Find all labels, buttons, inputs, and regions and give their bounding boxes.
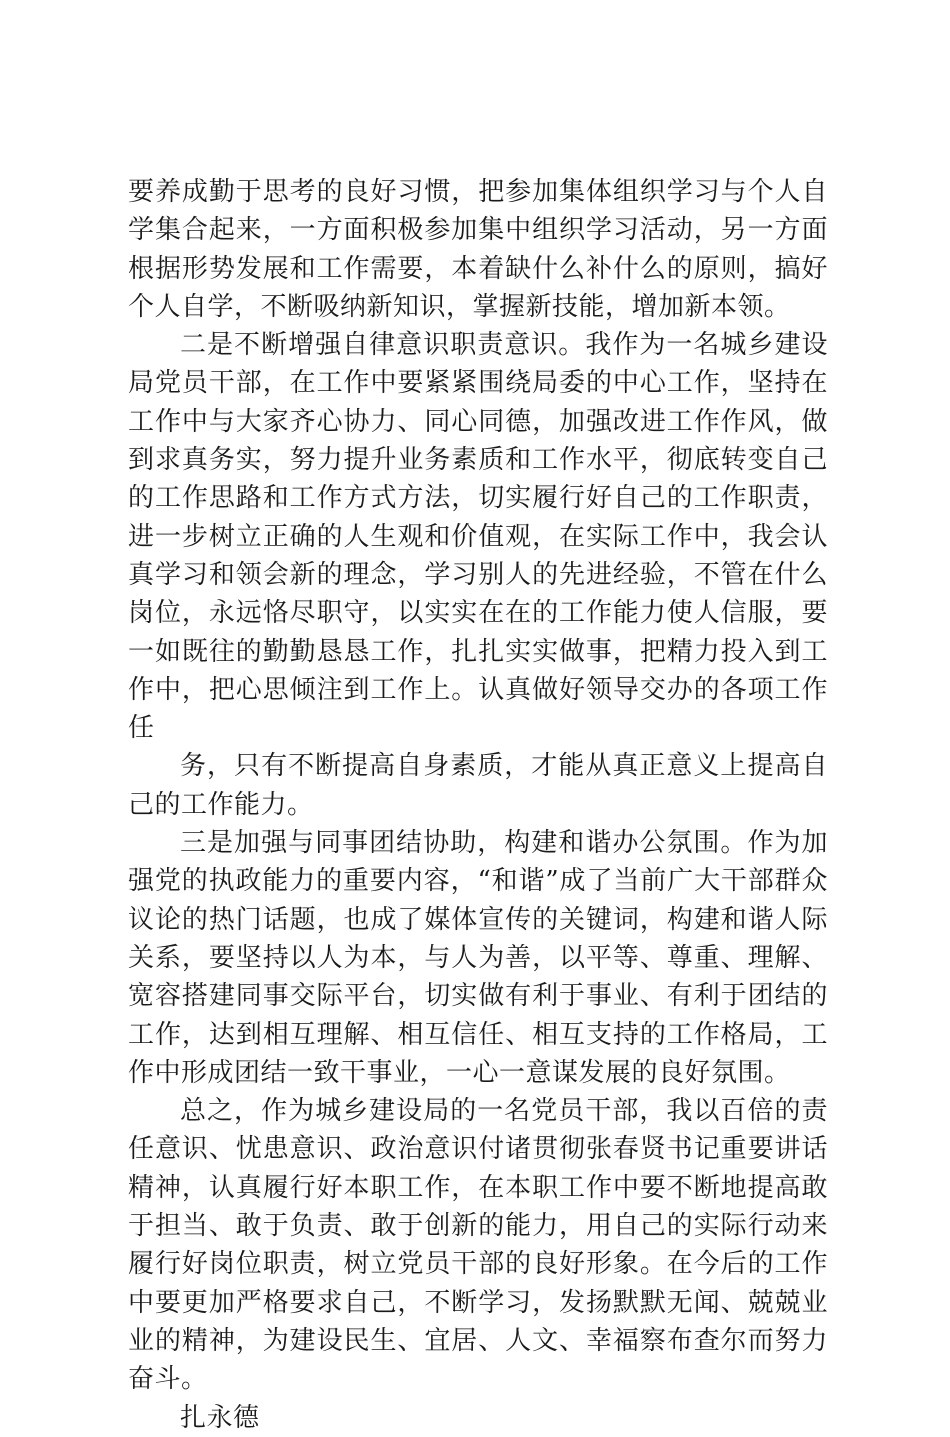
paragraph-conclusion: 总之，作为城乡建设局的一名党员干部，我以百倍的责任意识、忧患意识、政治意识付诸贯彻张春贤书记重要讲话精神，认真履行好本职工作，在本职工作中要不断地提高敢于担当、敢于负责、敢于创新的能力，用自己的实际行动来履行好岗位职责，树立党员干部的良好形象。在今后的工作中要更加严格要求自己，不断学习，发扬默默无闻、兢兢业业的精神，为建设民生、宜居、人文、幸福察布查尔而努力奋斗。 — [128, 1096, 828, 1395]
document-body — [128, 173, 828, 1437]
paragraph-self-discipline: 二是不断增强自律意识职责意识。我作为一名城乡建设局党员干部，在工作中要紧紧围绕局委的中心工作，坚持在工作中与大家齐心协力、同心同德，加强改进工作作风，做到求真务实，努力提升业务素质和工作水平，彻底转变自己的工作思路和工作方式方法，切实履行好自己的工作职责，进一步树立正确的人生观和价值观，在实际工作中，我会认真学习和领会新的理念，学习别人的先进经验，不管在什么岗位，永远恪尽职守，以实实在在的工作能力使人信服，要一如既往的勤勤恳恳工作，扎扎实实做事，把精力投入到工作中，把心思倾注到工作上。认真做好领导交办的各项工作任 — [128, 330, 828, 744]
paragraph-study-habits: 要养成勤于思考的良好习惯，把参加集体组织学习与个人自学集合起来，一方面积极参加集中组织学习活动，另一方面根据形势发展和工作需要，本着缺什么补什么的原则，搞好个人自学，不断吸纳新知识，掌握新技能，增加新本领。 — [128, 177, 828, 322]
paragraph-continuation: 务，只有不断提高自身素质，才能从真正意义上提高自己的工作能力。 — [128, 751, 828, 820]
signature: 扎永德 — [180, 1402, 260, 1433]
paragraph-harmony: 三是加强与同事团结协助，构建和谐办公氛围。作为加强党的执政能力的重要内容，“和谐”成了当前广大干部群众议论的热门话题，也成了媒体宣传的关键词，构建和谐人际关系，要坚持以人为本，与人为善，以平等、尊重、理解、宽容搭建同事交际平台，切实做有利于事业、有利于团结的工作，达到相互理解、相互信任、相互支持的工作格局，工作中形成团结一致干事业，一心一意谋发展的良好氛围。 — [128, 828, 828, 1088]
